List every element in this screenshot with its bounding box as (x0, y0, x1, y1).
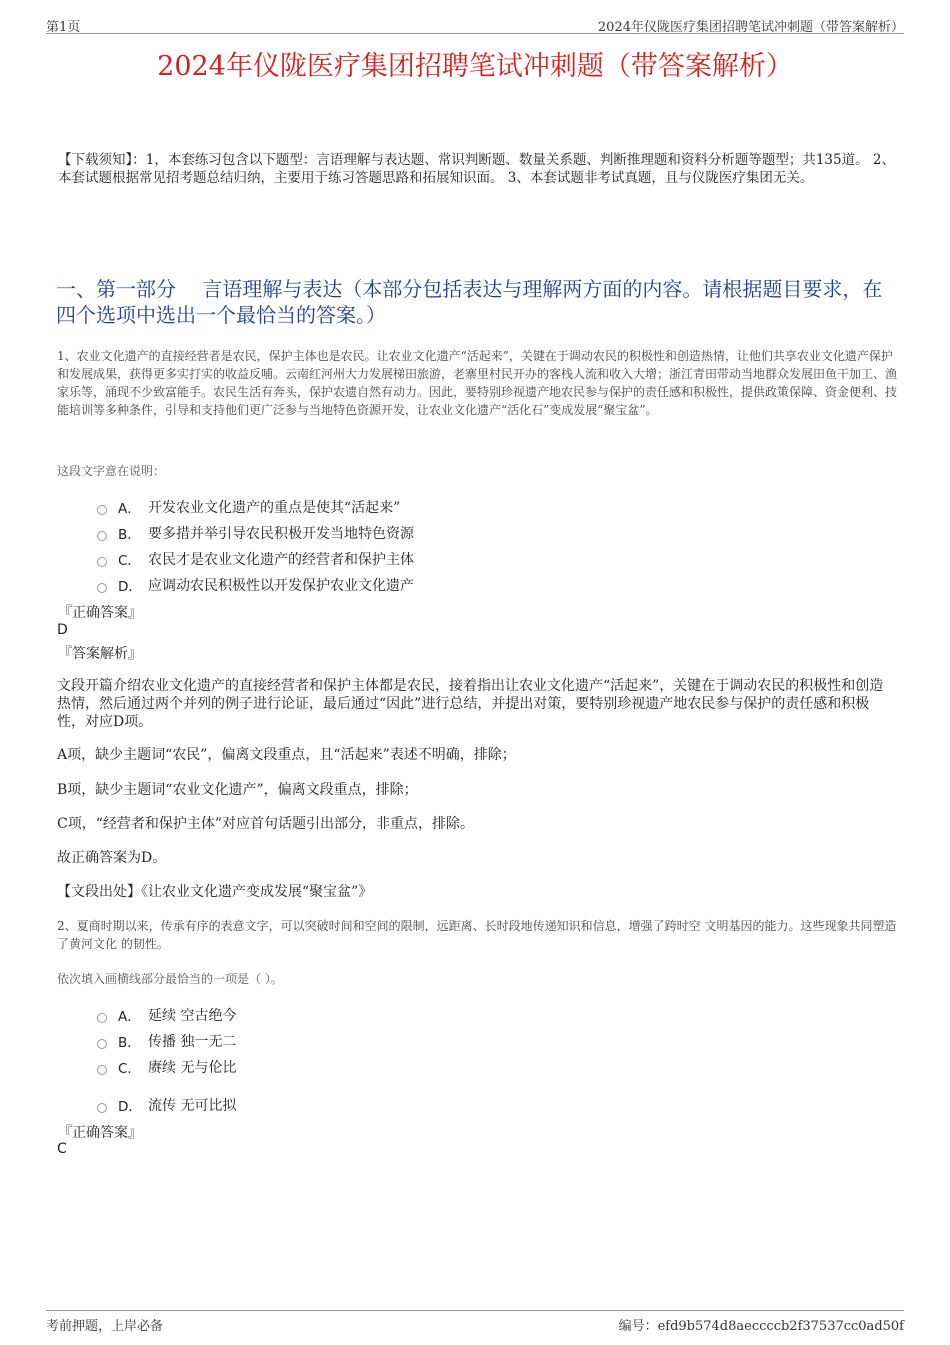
passage-source: 【文段出处】《让农业文化遗产变成发展“聚宝盆”》 (57, 884, 373, 900)
radio-icon[interactable] (97, 557, 107, 567)
download-notice: 【下载须知】：1，本套练习包含以下题型：言语理解与表达题、常识判断题、数量关系题、判断推理题和资料分析题等题型；共135道。 2、本套试题根据常见招考题总结归纳，主要用于练习答题思路和拓展知识面。 3、本套试题非考试真题，且与仪陇医疗集团无关。 (58, 152, 895, 186)
question-1-option-d[interactable] (97, 575, 414, 595)
analysis-option-c: C项，“经营者和保护主体”对应首句话题引出部分，非重点，排除。 (57, 816, 475, 832)
correct-answer-label: 『正确答案』 (58, 1125, 142, 1141)
option-text: 赓续 无与伦比 (148, 1060, 237, 1076)
question-1-option-c[interactable] (97, 549, 414, 569)
question-1-stem: 1、农业文化遗产的直接经营者是农民，保护主体也是农民。让农业文化遗产“活起来”，关键在于调动农民的积极性和创造热情，让他们共享农业文化遗产保护和发展成果，获得更多实打实的收益反哺。云南红河州大力发展梯田旅游，老寨里村民开办的客栈人流和收入大增；浙江青田带动当地群众发展田鱼干加工、渔家乐等，涌现不少致富能手。农民生活有奔头，保护农遗自然有动力。因此，要特别珍视遗产地农民参与保护的责任感和积极性，提供政策保障、资金便利、技能培训等多种条件，引导和支持他们更广泛参与当地特色资源开发，让农业文化遗产“活化石”变成发展“聚宝盆”。 (57, 349, 898, 417)
header-doc-title: 2024年仪陇医疗集团招聘笔试冲刺题（带答案解析） (597, 20, 904, 35)
option-text: 开发农业文化遗产的重点是使其“活起来” (148, 500, 401, 516)
option-text: 应调动农民积极性以开发保护农业文化遗产 (148, 578, 414, 594)
analysis-label: 『答案解析』 (58, 646, 142, 662)
footer-divider (46, 1310, 904, 1311)
page-number: 第1页 (46, 20, 81, 35)
option-letter: D． (118, 1099, 142, 1115)
radio-icon[interactable] (97, 1065, 107, 1075)
radio-icon[interactable] (97, 505, 107, 515)
section-heading: 一、第一部分 言语理解与表达（本部分包括表达与理解两方面的内容。请根据题目要求，在四个选项中选出一个最恰当的答案。） (56, 277, 883, 327)
header-divider (46, 33, 904, 34)
question-1-option-a[interactable] (97, 497, 400, 517)
option-text: 流传 无可比拟 (148, 1098, 237, 1114)
option-letter: B． (118, 1035, 141, 1051)
page-title: 2024年仪陇医疗集团招聘笔试冲刺题（带答案解析） (157, 51, 793, 82)
correct-answer-label: 『正确答案』 (58, 605, 142, 621)
question-1-lead: 这段文字意在说明： (57, 464, 166, 478)
option-letter: B． (118, 527, 141, 543)
radio-icon[interactable] (97, 1013, 107, 1023)
radio-icon[interactable] (97, 531, 107, 541)
footer-slogan: 考前押题，上岸必备 (46, 1319, 164, 1334)
option-letter: C． (118, 1061, 141, 1077)
analysis-conclusion: 故正确答案为D。 (57, 850, 167, 866)
question-2-option-a[interactable] (97, 1005, 236, 1025)
correct-answer: D (57, 622, 68, 638)
analysis-text: 文段开篇介绍农业文化遗产的直接经营者和保护主体都是农民，接着指出让农业文化遗产“活起来”，关键在于调动农民的积极性和创造热情，然后通过两个并列的例子进行论证，最后通过“因此”进行总结，并提出对策，要特别珍视遗产地农民参与保护的责任感和积极性，对应D项。 (57, 678, 884, 730)
option-letter: A． (118, 1009, 141, 1025)
question-2-lead: 依次填入画横线部分最恰当的一项是（ ）。 (57, 972, 283, 986)
option-text: 传播 独一无二 (148, 1034, 237, 1050)
question-2-option-d[interactable] (97, 1095, 236, 1115)
analysis-option-a: A项，缺少主题词“农民”，偏离文段重点，且“活起来”表述不明确，排除； (57, 747, 516, 763)
option-text: 农民才是农业文化遗产的经营者和保护主体 (148, 552, 414, 568)
correct-answer: C (57, 1141, 67, 1157)
question-2-stem: 2、夏商时期以来，传承有序的表意文字，可以突破时间和空间的限制，远距离、长时段地传递知识和信息，增强了跨时空 文明基因的能力。这些现象共同塑造了黄河文化 的韧性。 (57, 919, 897, 951)
radio-icon[interactable] (97, 583, 107, 593)
option-letter: C． (118, 553, 141, 569)
option-text: 延续 空古绝今 (148, 1008, 237, 1024)
question-2-option-c[interactable] (97, 1057, 236, 1077)
option-text: 要多措并举引导农民积极开发当地特色资源 (148, 526, 414, 542)
analysis-option-b: B项，缺少主题词“农业文化遗产”，偏离文段重点，排除； (57, 782, 418, 798)
question-1-option-b[interactable] (97, 523, 414, 543)
option-letter: A． (118, 501, 141, 517)
question-2-option-b[interactable] (97, 1031, 236, 1051)
radio-icon[interactable] (97, 1103, 107, 1113)
radio-icon[interactable] (97, 1039, 107, 1049)
option-letter: D． (118, 579, 142, 595)
document-id: 编号：efd9b574d8aeccccb2f37537cc0ad50f (618, 1319, 904, 1334)
